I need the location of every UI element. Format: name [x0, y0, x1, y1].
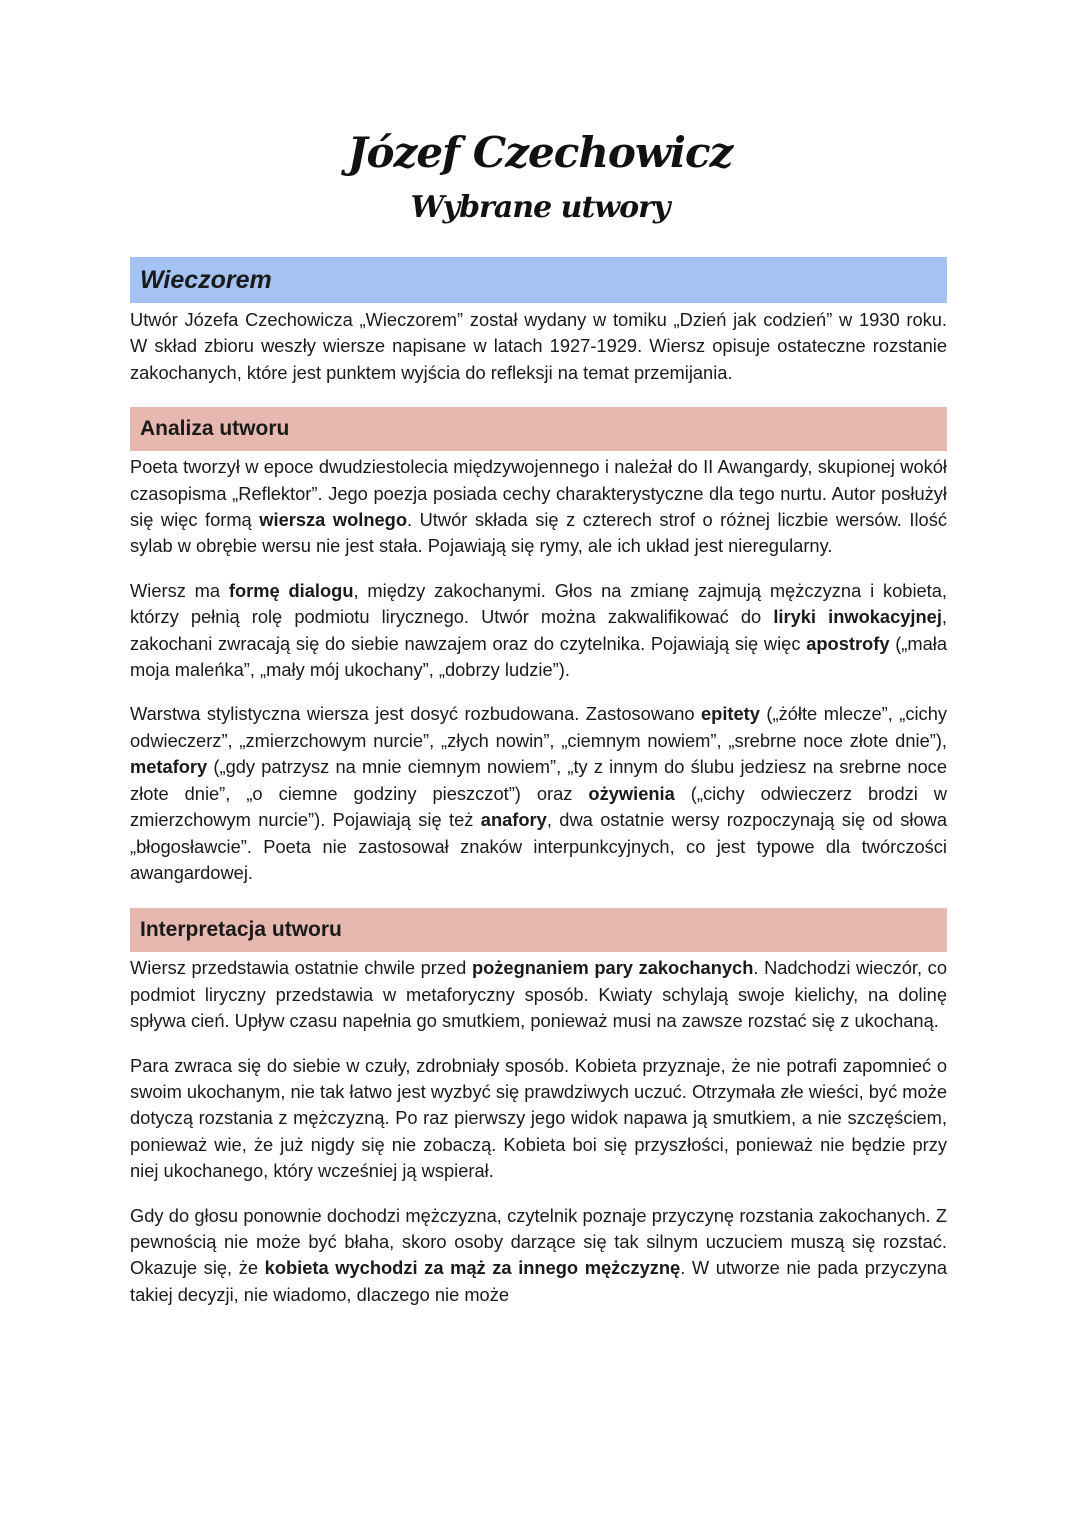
bold-term: kobieta wychodzi za mąż za innego mężczyznę	[264, 1257, 681, 1279]
paragraph: Poeta tworzył w epoce dwudziestolecia międzywojennego i należał do II Awangardy, skupionej wokół czasopisma „Reflektor”. Jego poezja posiada cechy charakterystyczne dla tego nurtu. Autor posłużył się więc formą wiersza wolnego. Utwór składa się z czterech strof o różnej liczbie wersów. Ilość sylab w obrębie wersu nie jest stała. Pojawiają się rymy, ale ich układ jest nieregularny.	[130, 456, 947, 557]
paragraph: Gdy do głosu ponownie dochodzi mężczyzna, czytelnik poznaje przyczynę rozstania zakochanych. Z pewnością nie może być błaha, skoro osoby darzące się tak silnym uczuciem muszą się rozstać. Okazuje się, że kobieta wychodzi za mąż za innego mężczyznę. W utworze nie pada przyczyna takiej decyzji, nie wiadomo, dlaczego nie może	[130, 1204, 947, 1305]
bold-term: formę dialogu	[228, 579, 354, 601]
bold-term: pożegnaniem pary zakochanych	[471, 957, 754, 979]
paragraph: Warstwa stylistyczna wiersza jest dosyć rozbudowana. Zastosowano epitety („żółte mlecze”, „cichy odwieczerz”, „zmierzchowym nurcie”, „złych nowin”, „ciemnym nowiem”, „srebrne noce złote dnie”), metafory („gdy patrzysz na mnie ciemnym nowiem”, „ty z innym do ślubu jedziesz na srebrne noce złote dnie”, „o ciemne godziny pieszczot”) oraz ożywienia („cichy odwieczerz brodzi w zmierzchowym nurcie”). Pojawiają się też anafory, dwa ostatnie wersy rozpoczynają się od słowa „błogosławcie”. Poeta nie zastosował znaków interpunkcyjnych, co jest typowe dla twórczości awangardowej.	[130, 703, 948, 883]
bold-term: anafory	[480, 809, 547, 831]
page-subtitle: Wybrane utwory	[410, 190, 670, 225]
paragraph: Wiersz przedstawia ostatnie chwile przed pożegnaniem pary zakochanych. Nadchodzi wieczór, co podmiot liryczny przedstawia w metaforyczny sposób. Kwiaty schylają swoje kielichy, na dolinę spływa cień. Upływ czasu napełnia go smutkiem, ponieważ musi na zawsze rozstać się z ukochaną.	[130, 957, 947, 1032]
bold-term: liryki inwokacyjnej	[773, 606, 942, 628]
bold-term: apostrofy	[806, 632, 890, 654]
paragraph: Para zwraca się do siebie w czuły, zdrobniały sposób. Kobieta przyznaje, że nie potrafi zapomnieć o swoim ukochanym, nie tak łatwo jest wyzbyć się prawdziwych uczuć. Otrzymała złe wieści, być może dotyczą rozstania z mężczyzną. Po raz pierwszy jego widok napawa ją smutkiem, a nie szczęściem, ponieważ wie, że już nigdy się nie zobaczą. Kobieta boi się przyszłości, ponieważ nie będzie przy niej ukochanego, który wcześniej ją wspierał.	[130, 1054, 947, 1182]
document-content	[130, 257, 947, 1308]
page-title: Józef Czechowicz	[347, 128, 733, 177]
bold-term: epitety	[701, 703, 760, 725]
section-heading-wieczorem: Wieczorem	[130, 257, 947, 303]
bold-term: ożywienia	[588, 782, 675, 804]
paragraph: Utwór Józefa Czechowicza „Wieczorem” został wydany w tomiku „Dzień jak codzień” w 1930 roku. W skład zbioru weszły wiersze napisane w latach 1927-1929. Wiersz opisuje ostateczne rozstanie zakochanych, które jest punktem wyjścia do refleksji na temat przemijania.	[130, 309, 947, 383]
bold-term: wiersza wolnego	[259, 509, 407, 531]
section-heading-interpretacja: Interpretacja utworu	[130, 908, 947, 952]
bold-term: metafory	[130, 756, 208, 778]
paragraph: Wiersz ma formę dialogu, między zakochanymi. Głos na zmianę zajmują mężczyzna i kobieta, którzy pełnią rolę podmiotu lirycznego. Utwór można zakwalifikować do liryki inwokacyjnej, zakochani zwracają się do siebie nawzajem oraz do czytelnika. Pojawiają się więc apostrofy („mała moja maleńka”, „mały mój ukochany”, „dobrzy ludzie”).	[130, 579, 947, 681]
section-heading-analiza: Analiza utworu	[130, 407, 947, 451]
